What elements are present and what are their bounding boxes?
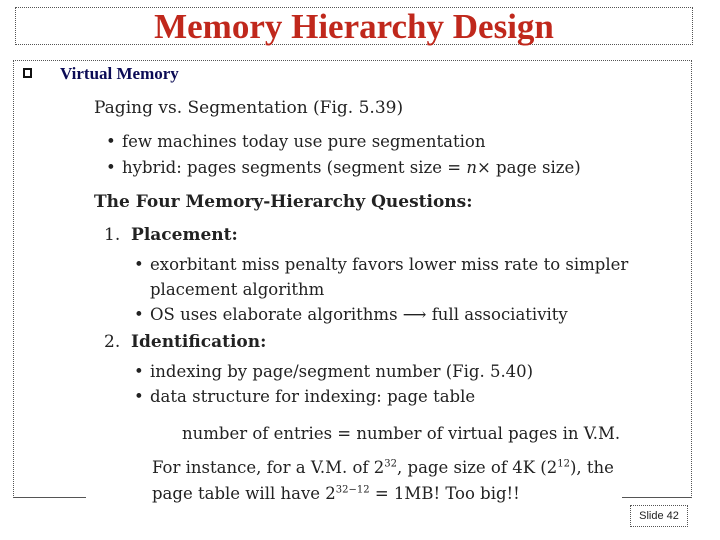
bullet-icon: • [106,158,116,177]
bullet-icon: • [134,305,144,324]
heading-questions: The Four Memory-Hierarchy Questions: [94,192,473,212]
square-bullet-icon [23,68,32,78]
list-item: • hybrid: pages segments (segment size = n× page size) [106,158,581,177]
slide-title: Memory Hierarchy Design [154,7,554,46]
bullet-icon: • [106,132,116,151]
list-item: • exorbitant miss penalty favors lower miss rate to simpler [134,255,629,274]
footer-divider-left [13,497,86,498]
bullet-icon: • [134,387,144,406]
list-item-continuation: placement algorithm [150,280,325,299]
section-title: Virtual Memory [60,64,179,83]
arrow-right-icon: ⟶ [402,305,427,324]
bullet-icon: • [134,255,144,274]
list-item: • indexing by page/segment number (Fig. 5.40) [134,362,534,381]
question-placement: 1. Placement: [104,225,238,245]
footer-divider-right [622,497,692,498]
example-line-1: For instance, for a V.M. of $2^{32}$, page size of 4K $(2^{12})$, the [152,458,614,477]
list-item: • data structure for indexing: page table [134,387,476,406]
heading-paging: Paging vs. Segmentation (Fig. 5.39) [94,98,404,118]
equation-entries: number of entries = number of virtual pages in V.M. [182,424,621,443]
list-item: • OS uses elaborate algorithms ⟶ full associativity [134,305,568,324]
slide-number: Slide 42 [630,505,688,527]
bullet-icon: • [134,362,144,381]
example-line-2: page table will have $2^{32-12} = 1MB$! Too big!! [152,484,520,503]
title-box [15,7,693,45]
list-item: • few machines today use pure segmentation [106,132,486,151]
question-identification: 2. Identification: [104,332,267,352]
scanned-text-image [86,90,629,510]
